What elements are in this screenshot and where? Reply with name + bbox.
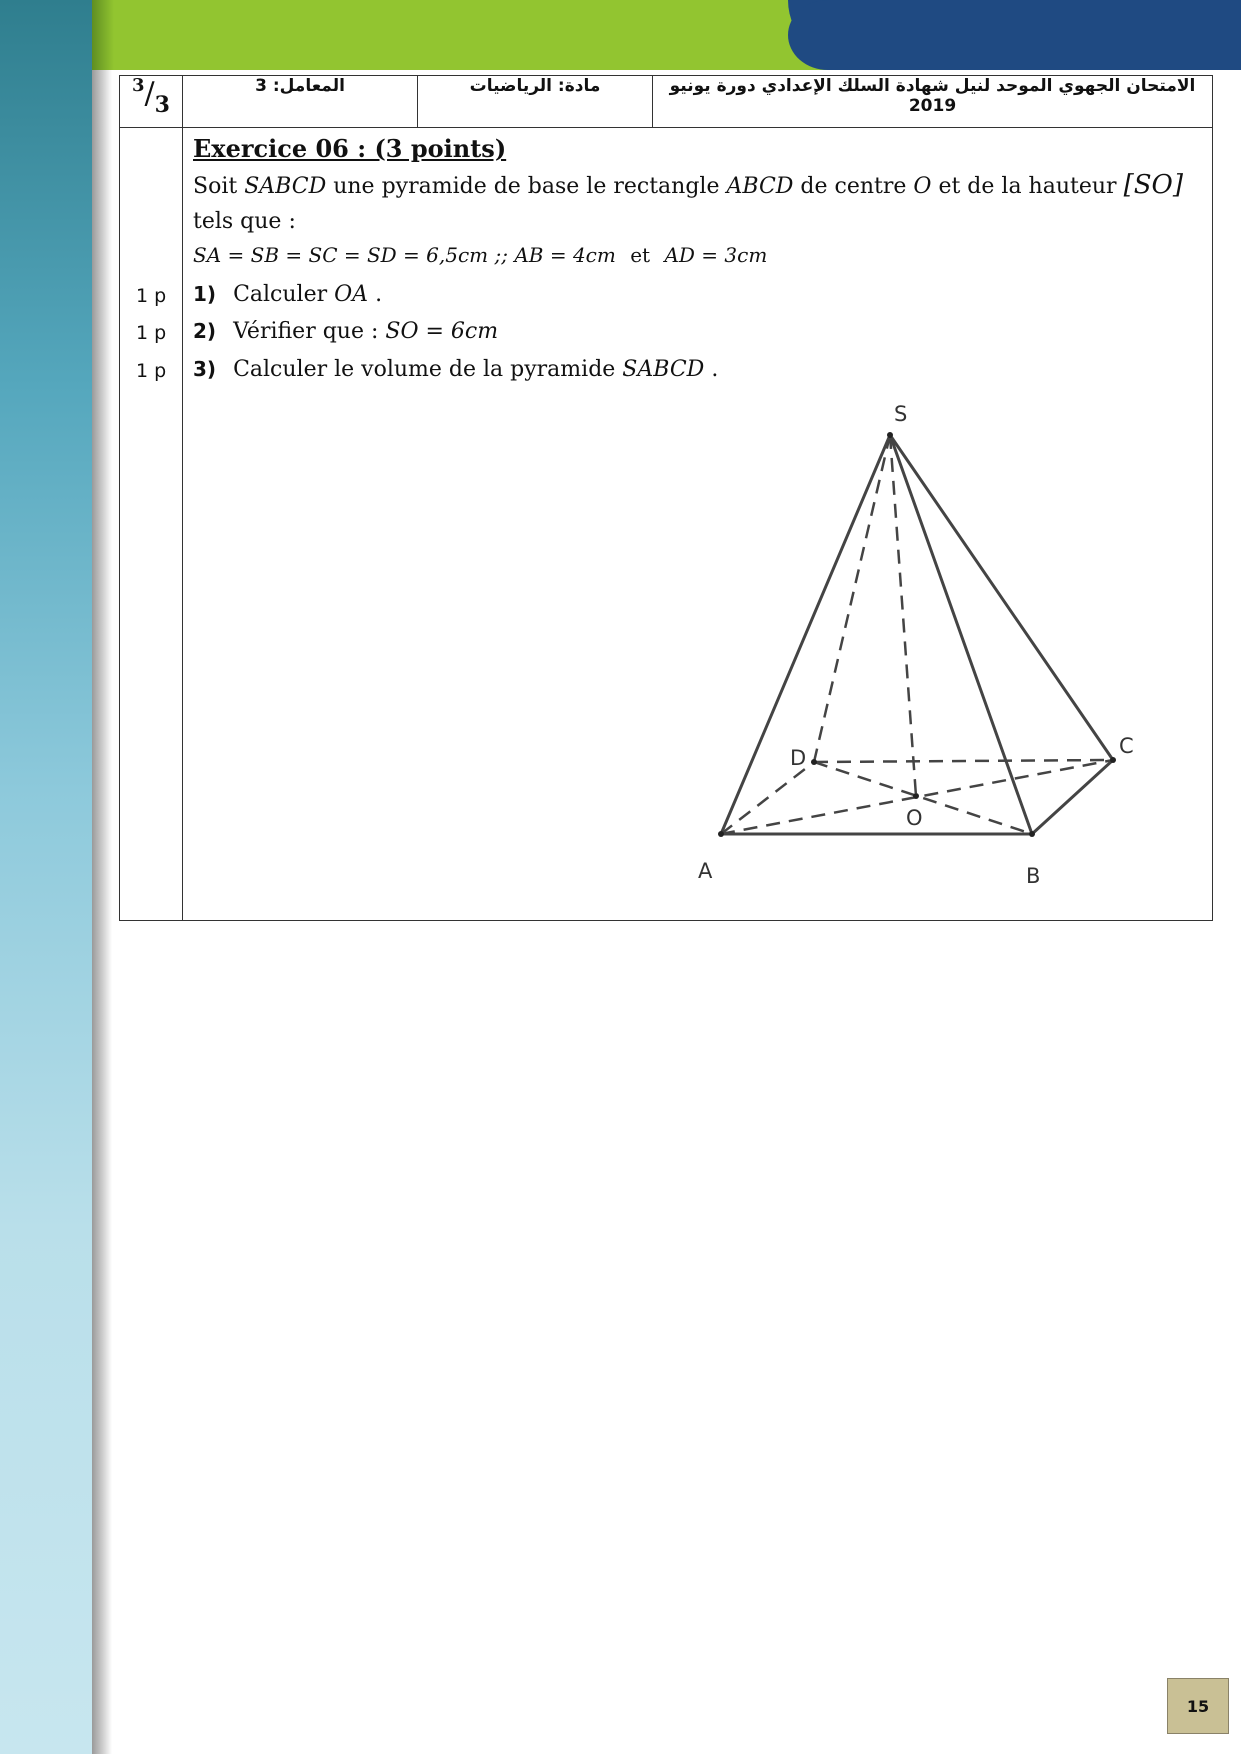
statement-text: Soit [193, 174, 238, 199]
exam-header-row [120, 76, 1213, 128]
question-2-math: SO = 6cm [385, 319, 499, 344]
question-3-math: SABCD [622, 357, 705, 382]
exercise-content [183, 128, 1213, 921]
side-decoration-band [0, 0, 92, 1754]
edge-SC [890, 435, 1113, 760]
question-1-number: 1) [193, 282, 217, 306]
pyramid-figure [183, 128, 1213, 920]
side-shadow [92, 60, 112, 1754]
point-O [913, 793, 919, 799]
label-S: S [894, 402, 908, 426]
question-1-math: OA [334, 282, 369, 307]
statement-math: [SO] [1123, 170, 1183, 200]
exercise-row [120, 128, 1213, 921]
statement-line-2: tels que : [193, 209, 296, 234]
edge-BC [1032, 760, 1113, 834]
question-1-points: 1 p [136, 285, 167, 307]
question-3-number: 3) [193, 357, 217, 381]
edge-SB [890, 435, 1032, 834]
statement-text: de centre [800, 174, 907, 199]
edge-DC [814, 760, 1113, 762]
points-column [120, 128, 183, 921]
diagonal-DB [814, 762, 1032, 834]
exercise-title: Exercice 06 : (3 points) [193, 134, 507, 163]
question-1-end: . [375, 282, 383, 307]
point-B [1029, 831, 1035, 837]
question-2-text: Vérifier que : [233, 319, 379, 344]
label-C: C [1119, 734, 1134, 758]
top-blue-tab [788, 0, 1241, 70]
top-band-shadow [92, 0, 114, 70]
edge-SA [721, 435, 890, 834]
page-fraction: $^3/_3$ [120, 76, 183, 128]
page-fraction-num: 3 [132, 74, 145, 96]
label-A: A [698, 859, 713, 883]
exam-title-cell: الامتحان الجهوي الموحد لنيل شهادة السلك الإعدادي دورة يونيو 2019 [653, 76, 1213, 128]
point-C [1110, 757, 1116, 763]
point-A [718, 831, 724, 837]
point-D [811, 759, 817, 765]
page-number: 15 [1167, 1678, 1229, 1734]
height-SO [890, 435, 916, 796]
exam-frame [119, 75, 1213, 921]
statement-math: SABCD [244, 174, 327, 199]
statement-text: une pyramide de base le rectangle [333, 174, 720, 199]
subject-cell: مادة: الرياضيات [418, 76, 653, 128]
edge-SD [814, 435, 890, 762]
point-S [887, 432, 893, 438]
given-data-b: AD = 3cm [664, 243, 768, 267]
statement-math: ABCD [726, 174, 794, 199]
question-2-number: 2) [193, 319, 217, 343]
statement-text: et de la hauteur [938, 174, 1117, 199]
label-D: D [790, 746, 807, 770]
given-data-a: SA = SB = SC = SD = 6,5cm ;; AB = 4cm [193, 243, 616, 267]
question-3-text: Calculer le volume de la pyramide [233, 357, 616, 382]
question-1-text: Calculer [233, 282, 328, 307]
statement-math: O [913, 174, 932, 199]
given-data-and: et [630, 243, 651, 267]
question-2-points: 1 p [136, 322, 167, 344]
label-O: O [906, 806, 923, 830]
page-fraction-den: 3 [154, 92, 170, 119]
coefficient-cell: المعامل: 3 [183, 76, 418, 128]
label-B: B [1026, 864, 1041, 888]
question-3-end: . [711, 357, 719, 382]
question-3-points: 1 p [136, 360, 167, 382]
